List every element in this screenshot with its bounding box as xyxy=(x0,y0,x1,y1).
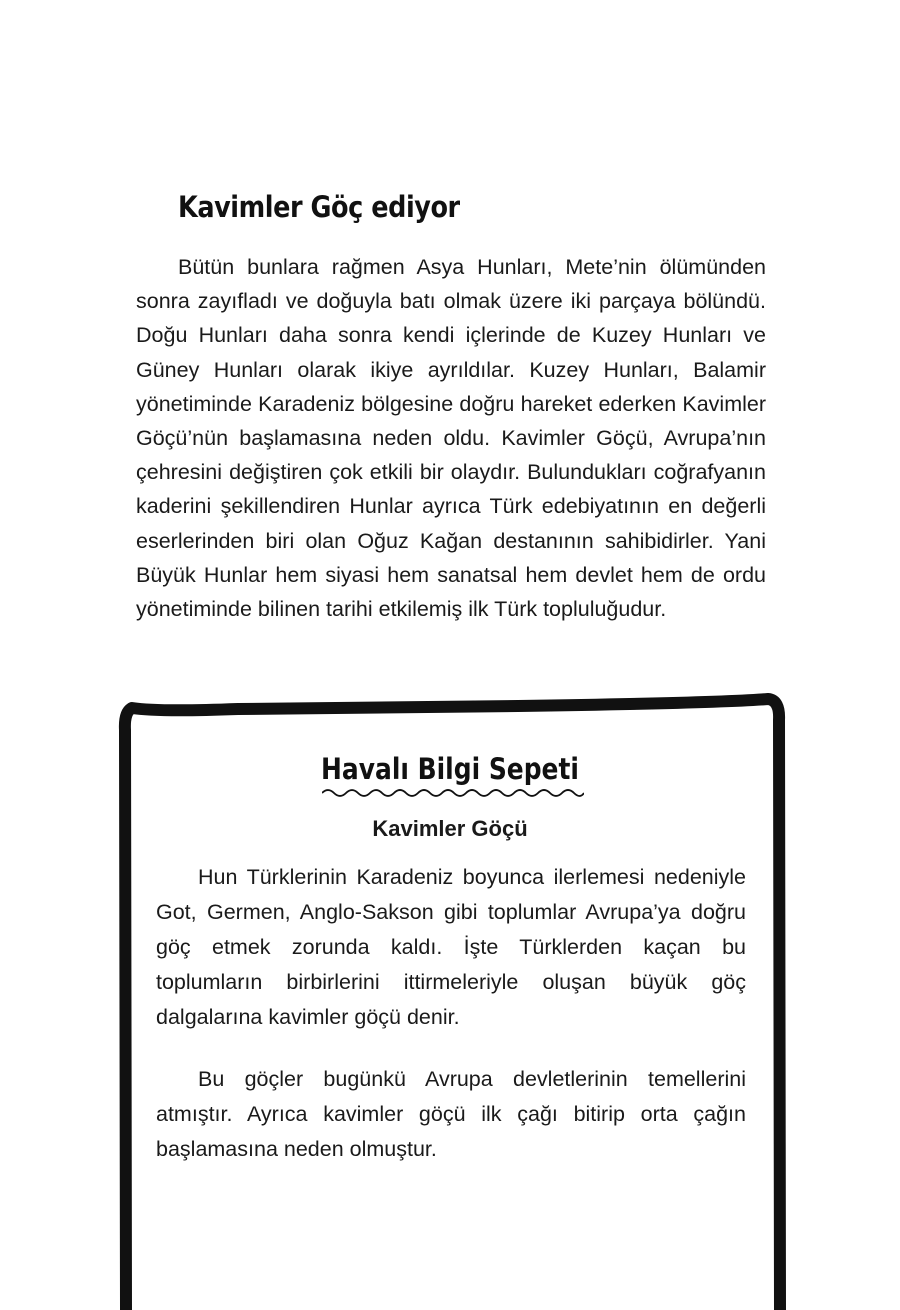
info-box-paragraph: Bu göçler bugünkü Avrupa devletlerinin temellerini atmıştır. Ayrıca kavimler göçü ilk çağı bitirip orta çağın başlamasına neden olmuştur. xyxy=(156,1067,746,1161)
wavy-underline xyxy=(322,786,584,800)
info-box-paragraph: Hun Türklerinin Karadeniz boyunca ilerlemesi nedeniyle Got, Germen, Anglo-Sakson gibi toplumlar Avrupa’ya doğru göç etmek zorunda kaldı. İşte Türklerden kaçan bu toplumların birbirlerini ittirmeleriyle oluşan büyük göç dalgalarına kavimler göçü denir. xyxy=(156,865,746,1029)
body-paragraph: Bütün bunlara rağmen Asya Hunları, Mete’nin ölümünden sonra zayıfladı ve doğuyla batı olmak üzere iki parçaya bölündü. Doğu Hunları daha sonra kendi içlerinde de Kuzey Hunları ve Güney Hunları olarak ikiye ayrıldılar. Kuzey Hunları, Balamir yönetiminde Karadeniz bölgesine doğru hareket ederken Kavimler Göçü’nün başlamasına neden oldu. Kavimler Göçü, Avrupa’nın çehresini değiştiren çok etkili bir olaydır. Bulundukları coğrafyanın kaderini şekillendiren Hunlar ayrıca Türk edebiyatının en değerli eserlerinden biri olan Oğuz Kağan destanının sahibidirler. Yani Büyük Hunlar hem siyasi hem sanatsal hem devlet hem de ordu yönetiminde bilinen tarihi etkilemiş ilk Türk topluluğudur. xyxy=(136,255,766,622)
info-box-title: Havalı Bilgi Sepeti xyxy=(321,752,579,786)
section-heading: Kavimler Göç ediyor xyxy=(178,190,460,224)
info-box-subtitle: Kavimler Göçü xyxy=(372,816,528,841)
